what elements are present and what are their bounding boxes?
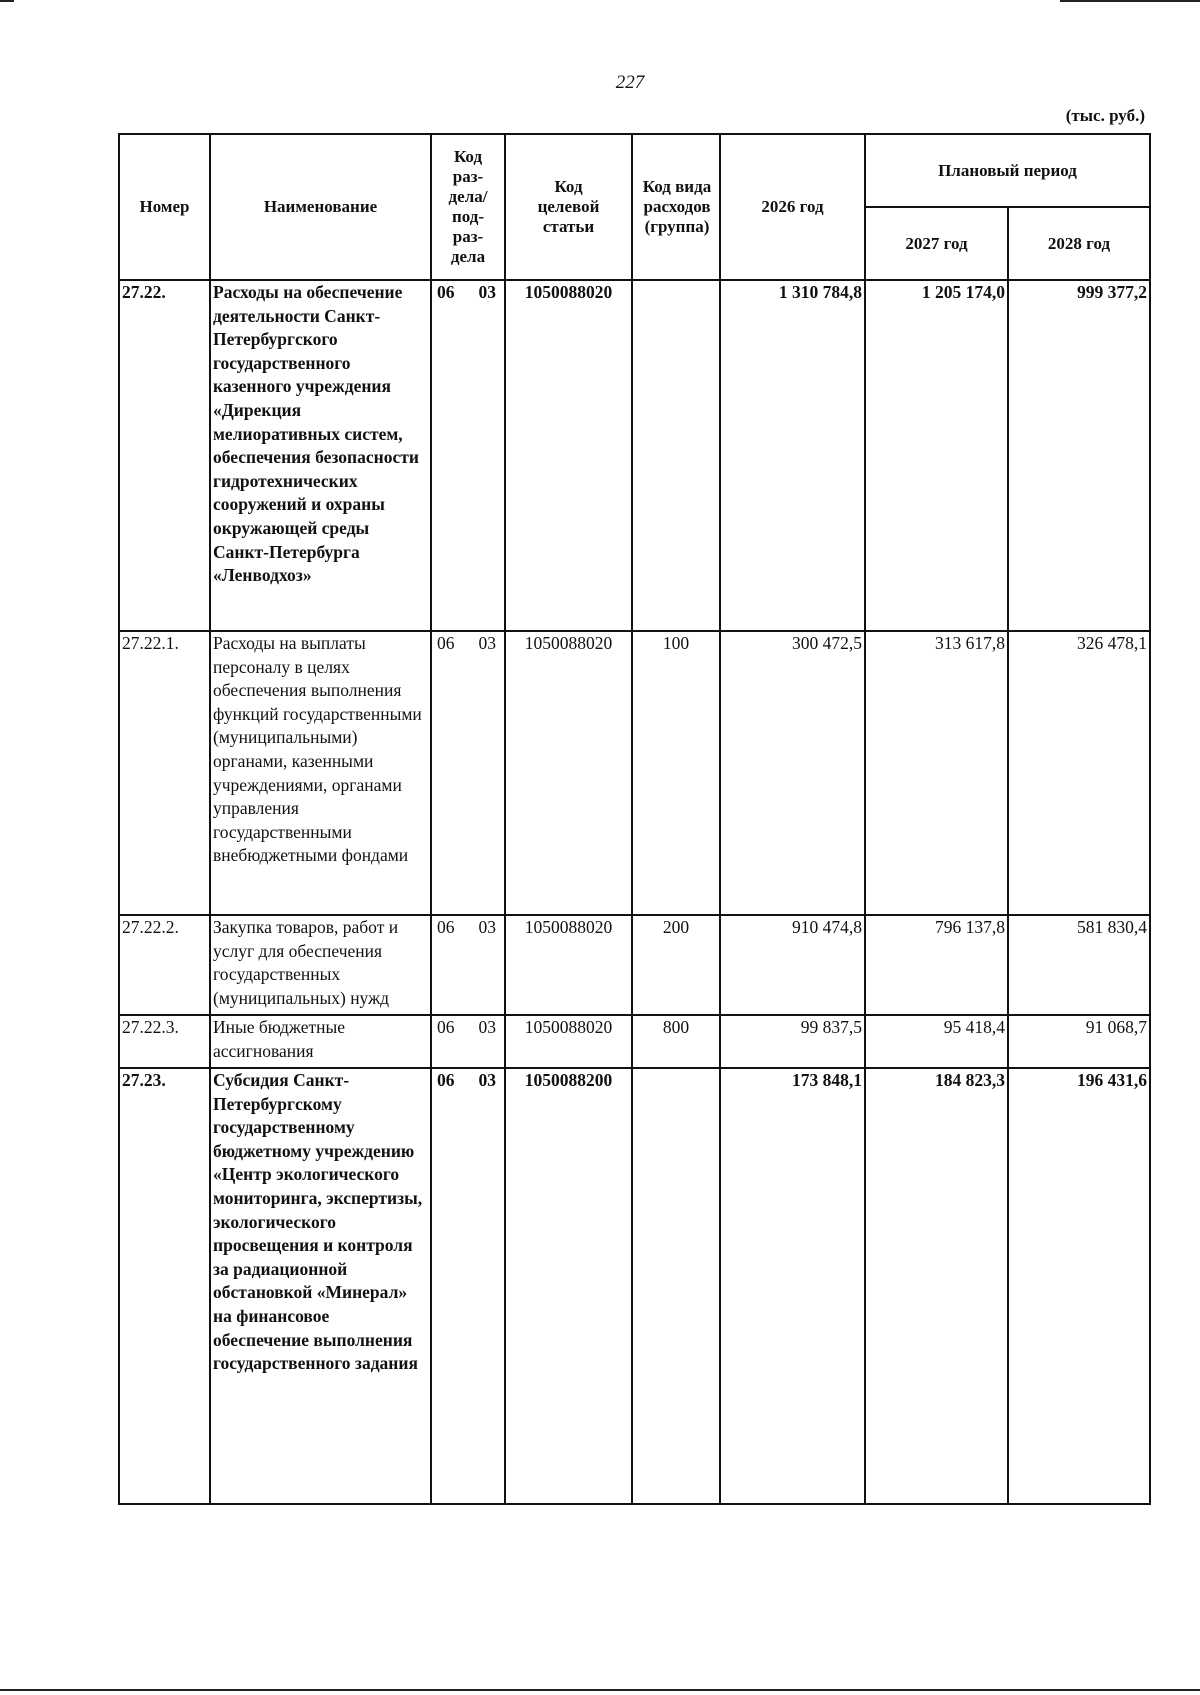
table-row <box>119 1068 1150 1504</box>
row-amount-2028: 581 830,4 <box>1008 915 1150 1015</box>
row-number: 27.22. <box>119 280 210 631</box>
row-amount-2027: 313 617,8 <box>865 631 1008 915</box>
row-amount-2026: 1 310 784,8 <box>720 280 865 631</box>
row-section-code <box>431 1015 505 1068</box>
row-expense-type: 100 <box>632 631 720 915</box>
row-section-code <box>431 915 505 1015</box>
row-subsection: 03 <box>478 1070 496 1090</box>
row-amount-2027: 184 823,3 <box>865 1068 1008 1504</box>
header-section-code <box>431 134 505 280</box>
header-expense-type-text: Код вида расходов (группа) <box>642 177 712 236</box>
units-label: (тыс. руб.) <box>1065 106 1145 125</box>
row-subsection: 03 <box>478 282 496 302</box>
row-subsection: 03 <box>478 1017 496 1037</box>
row-number: 27.22.1. <box>119 631 210 915</box>
row-name: Расходы на выплаты персоналу в целях обеспечения выполнения функций государственными (муниципальными) органами, казенными учреждениями, органами управления государственными внебюджетными фондами <box>210 631 431 915</box>
row-target-code: 1050088020 <box>505 1015 632 1068</box>
row-section-code <box>431 631 505 915</box>
scan-edge-mark-left <box>0 0 14 2</box>
row-name: Расходы на обеспечение деятельности Санкт-Петербургского государственного казенного учреждения «Дирекция мелиоративных систем, обеспечения безопасности гидротехнических сооружений и охраны окружающей среды Санкт-Петербурга «Ленводхоз» <box>210 280 431 631</box>
row-amount-2027: 796 137,8 <box>865 915 1008 1015</box>
row-target-code: 1050088020 <box>505 631 632 915</box>
header-year-2026: 2026 год <box>720 134 865 280</box>
row-target-code: 1050088020 <box>505 915 632 1015</box>
header-target-code-text: Код целевой статьи <box>537 177 600 236</box>
page-number: 227 <box>615 72 645 93</box>
row-section: 06 <box>437 282 455 302</box>
row-amount-2026: 300 472,5 <box>720 631 865 915</box>
row-amount-2028: 91 068,7 <box>1008 1015 1150 1068</box>
row-number: 27.22.2. <box>119 915 210 1015</box>
row-amount-2026: 910 474,8 <box>720 915 865 1015</box>
row-section: 06 <box>437 633 455 653</box>
row-expense-type: 800 <box>632 1015 720 1068</box>
header-year-2028: 2028 год <box>1008 207 1150 280</box>
table-row <box>119 631 1150 915</box>
header-name: Наименование <box>210 134 431 280</box>
table-body <box>119 280 1150 1504</box>
table-header <box>119 134 1150 280</box>
row-amount-2026: 99 837,5 <box>720 1015 865 1068</box>
row-name: Иные бюджетные ассигнования <box>210 1015 431 1068</box>
row-amount-2027: 1 205 174,0 <box>865 280 1008 631</box>
header-number: Номер <box>119 134 210 280</box>
row-section-code <box>431 280 505 631</box>
row-number: 27.23. <box>119 1068 210 1504</box>
row-section-code <box>431 1068 505 1504</box>
row-section: 06 <box>437 1070 455 1090</box>
row-section: 06 <box>437 1017 455 1037</box>
row-amount-2027: 95 418,4 <box>865 1015 1008 1068</box>
row-number: 27.22.3. <box>119 1015 210 1068</box>
row-name: Закупка товаров, работ и услуг для обеспечения государственных (муниципальных) нужд <box>210 915 431 1015</box>
table-row <box>119 1015 1150 1068</box>
header-planned-period: Плановый период <box>865 134 1150 207</box>
header-year-2027: 2027 год <box>865 207 1008 280</box>
row-amount-2028: 326 478,1 <box>1008 631 1150 915</box>
scan-edge-mark-bottom <box>0 1689 1200 1691</box>
table-row <box>119 280 1150 631</box>
row-expense-type <box>632 1068 720 1504</box>
row-target-code: 1050088200 <box>505 1068 632 1504</box>
row-expense-type <box>632 280 720 631</box>
row-amount-2028: 196 431,6 <box>1008 1068 1150 1504</box>
scan-edge-mark-right <box>1060 0 1200 2</box>
row-amount-2028: 999 377,2 <box>1008 280 1150 631</box>
row-expense-type: 200 <box>632 915 720 1015</box>
row-target-code: 1050088020 <box>505 280 632 631</box>
header-expense-type <box>632 134 720 280</box>
row-subsection: 03 <box>478 633 496 653</box>
budget-table <box>118 133 1151 1505</box>
row-amount-2026: 173 848,1 <box>720 1068 865 1504</box>
header-section-code-text: Код раз-дела/ под-раз-дела <box>448 147 488 266</box>
table-row <box>119 915 1150 1015</box>
row-section: 06 <box>437 917 455 937</box>
row-subsection: 03 <box>478 917 496 937</box>
header-target-code <box>505 134 632 280</box>
row-name: Субсидия Санкт-Петербургскому государственному бюджетному учреждению «Центр экологического мониторинга, экспертизы, экологического просвещения и контроля за радиационной обстановкой «Минерал» на финансовое обеспечение выполнения государственного задания <box>210 1068 431 1504</box>
